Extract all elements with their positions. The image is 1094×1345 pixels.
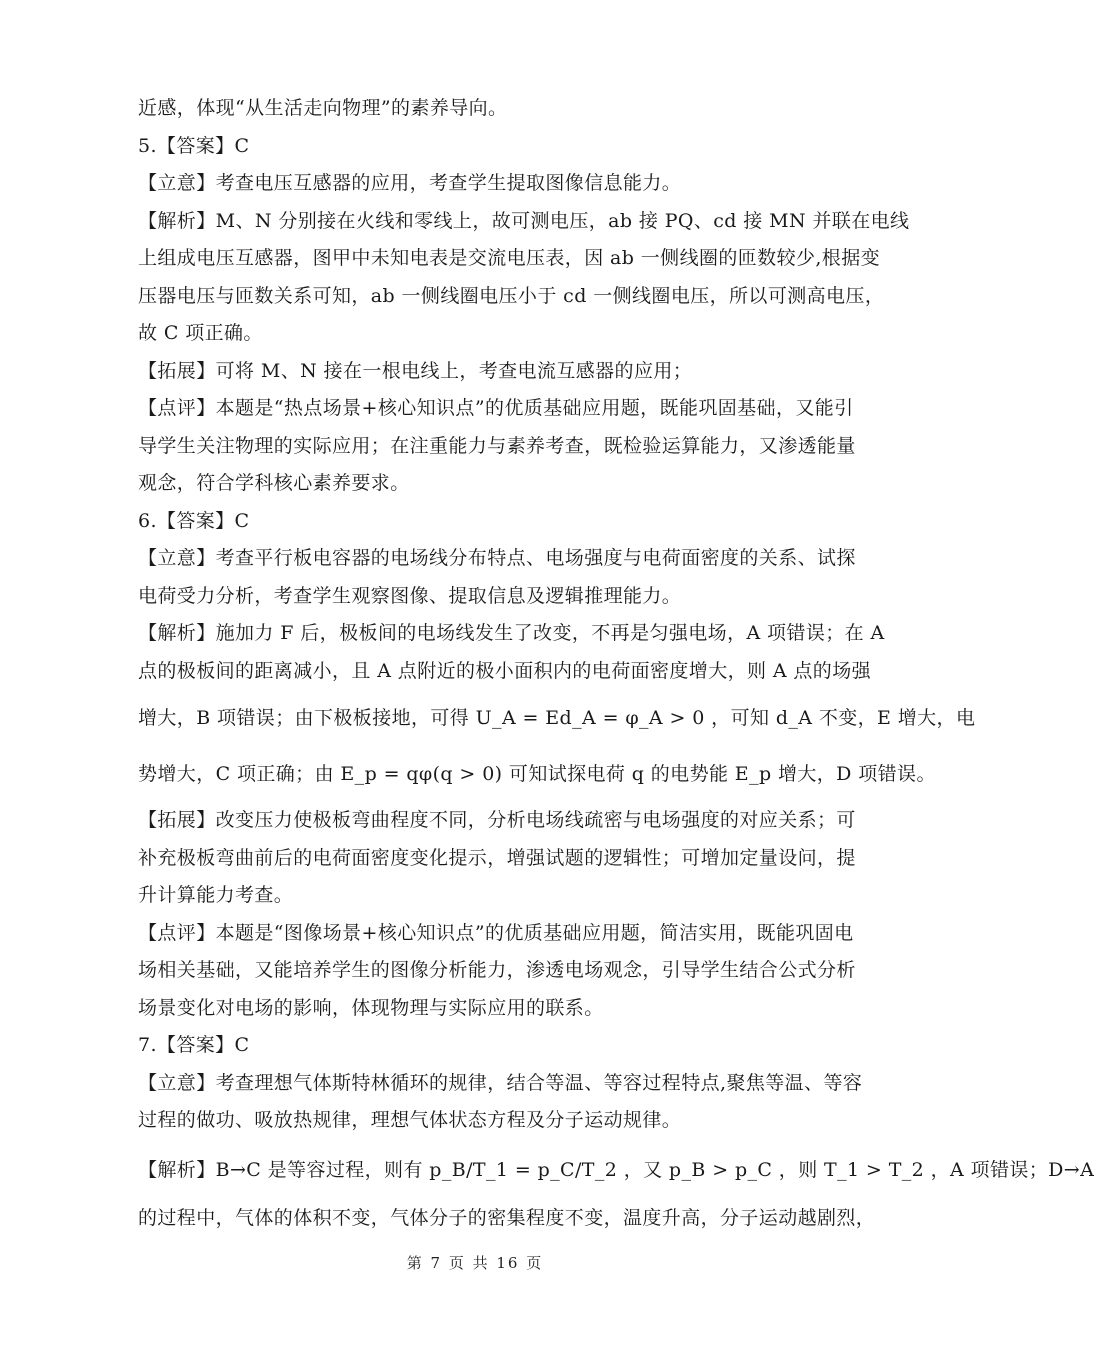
q5-analysis-line: 上组成电压互感器，图甲中未知电表是交流电压表，因 ab 一侧线圈的匝数较少,根据变 xyxy=(138,247,881,269)
q5-comment-line: 导学生关注物理的实际应用；在注重能力与素养考查，既检验运算能力，又渗透能量 xyxy=(138,434,856,457)
q6-intent-line: 电荷受力分析，考查学生观察图像、提取信息及逻辑推理能力。 xyxy=(138,584,682,607)
question-5-answer: 5.【答案】C xyxy=(138,134,250,157)
q6-comment-line: 场景变化对电场的影响，体现物理与实际应用的联系。 xyxy=(138,996,604,1019)
q6-analysis-formula-line: 增大，B 项错误；由下极板接地，可得 U_A = Ed_A = φ_A > 0 ，可知 d_A 不变，E 增大，电 xyxy=(138,707,976,729)
question-6-answer: 6.【答案】C xyxy=(138,509,250,532)
q5-intent: 【立意】考查电压互感器的应用，考查学生提取图像信息能力。 xyxy=(138,172,682,194)
page-number-footer: 第 7 页 共 16 页 xyxy=(406,1254,544,1272)
q7-intent-line: 过程的做功、吸放热规律，理想气体状态方程及分子运动规律。 xyxy=(138,1109,682,1131)
q7-analysis-formula-line: 【解析】B→C 是等容过程，则有 p_B/T_1 = p_C/T_2 ，又 p_B > p_C ，则 T_1 > T_2 ，A 项错误；D→A xyxy=(138,1158,1094,1181)
q5-extension: 【拓展】可将 M、N 接在一根电线上，考查电流互感器的应用； xyxy=(138,359,693,382)
q6-extension-line: 升计算能力考查。 xyxy=(138,884,294,906)
q5-analysis-line: 【解析】M、N 分别接在火线和零线上，故可测电压，ab 接 PQ、cd 接 MN 并联在电线 xyxy=(138,209,910,232)
q5-analysis-line: 故 C 项正确。 xyxy=(138,322,263,344)
q6-analysis-formula-line: 势增大，C 项正确；由 E_p = qφ(q > 0) 可知试探电荷 q 的电势能 E_p 增大，D 项错误。 xyxy=(138,763,936,785)
q5-analysis-line: 压器电压与匝数关系可知，ab 一侧线圈电压小于 cd 一侧线圈电压，所以可测高电压， xyxy=(138,284,885,307)
q5-comment-line: 【点评】本题是“热点场景+核心知识点”的优质基础应用题，既能巩固基础，又能引 xyxy=(138,397,854,419)
q7-intent-line: 【立意】考查理想气体斯特林循环的规律，结合等温、等容过程特点,聚焦等温、等容 xyxy=(138,1071,863,1094)
q6-intent-line: 【立意】考查平行板电容器的电场线分布特点、电场强度与电荷面密度的关系、试探 xyxy=(138,547,856,569)
q6-extension-line: 【拓展】改变压力使极板弯曲程度不同，分析电场线疏密与电场强度的对应关系；可 xyxy=(138,809,856,831)
q6-analysis-line: 【解析】施加力 F 后，极板间的电场线发生了改变，不再是匀强电场，A 项错误；在 A xyxy=(138,622,885,644)
q6-comment-line: 场相关基础，又能培养学生的图像分析能力，渗透电场观念，引导学生结合公式分析 xyxy=(138,959,856,981)
q6-comment-line: 【点评】本题是“图像场景+核心知识点”的优质基础应用题，简洁实用，既能巩固电 xyxy=(138,921,854,944)
q6-extension-line: 补充极板弯曲前后的电荷面密度变化提示，增强试题的逻辑性；可增加定量设问，提 xyxy=(138,846,856,869)
q6-analysis-line: 点的极板间的距离减小，且 A 点附近的极小面积内的电荷面密度增大，则 A 点的场强 xyxy=(138,659,872,682)
question-7-answer: 7.【答案】C xyxy=(138,1034,250,1056)
text-line: 近感，体现“从生活走向物理”的素养导向。 xyxy=(138,97,508,119)
q5-comment-line: 观念，符合学科核心素养要求。 xyxy=(138,472,410,494)
answer-explanation-body xyxy=(138,90,1094,1237)
q7-analysis-line: 的过程中，气体的体积不变，气体分子的密集程度不变，温度升高，分子运动越剧烈， xyxy=(138,1206,876,1229)
